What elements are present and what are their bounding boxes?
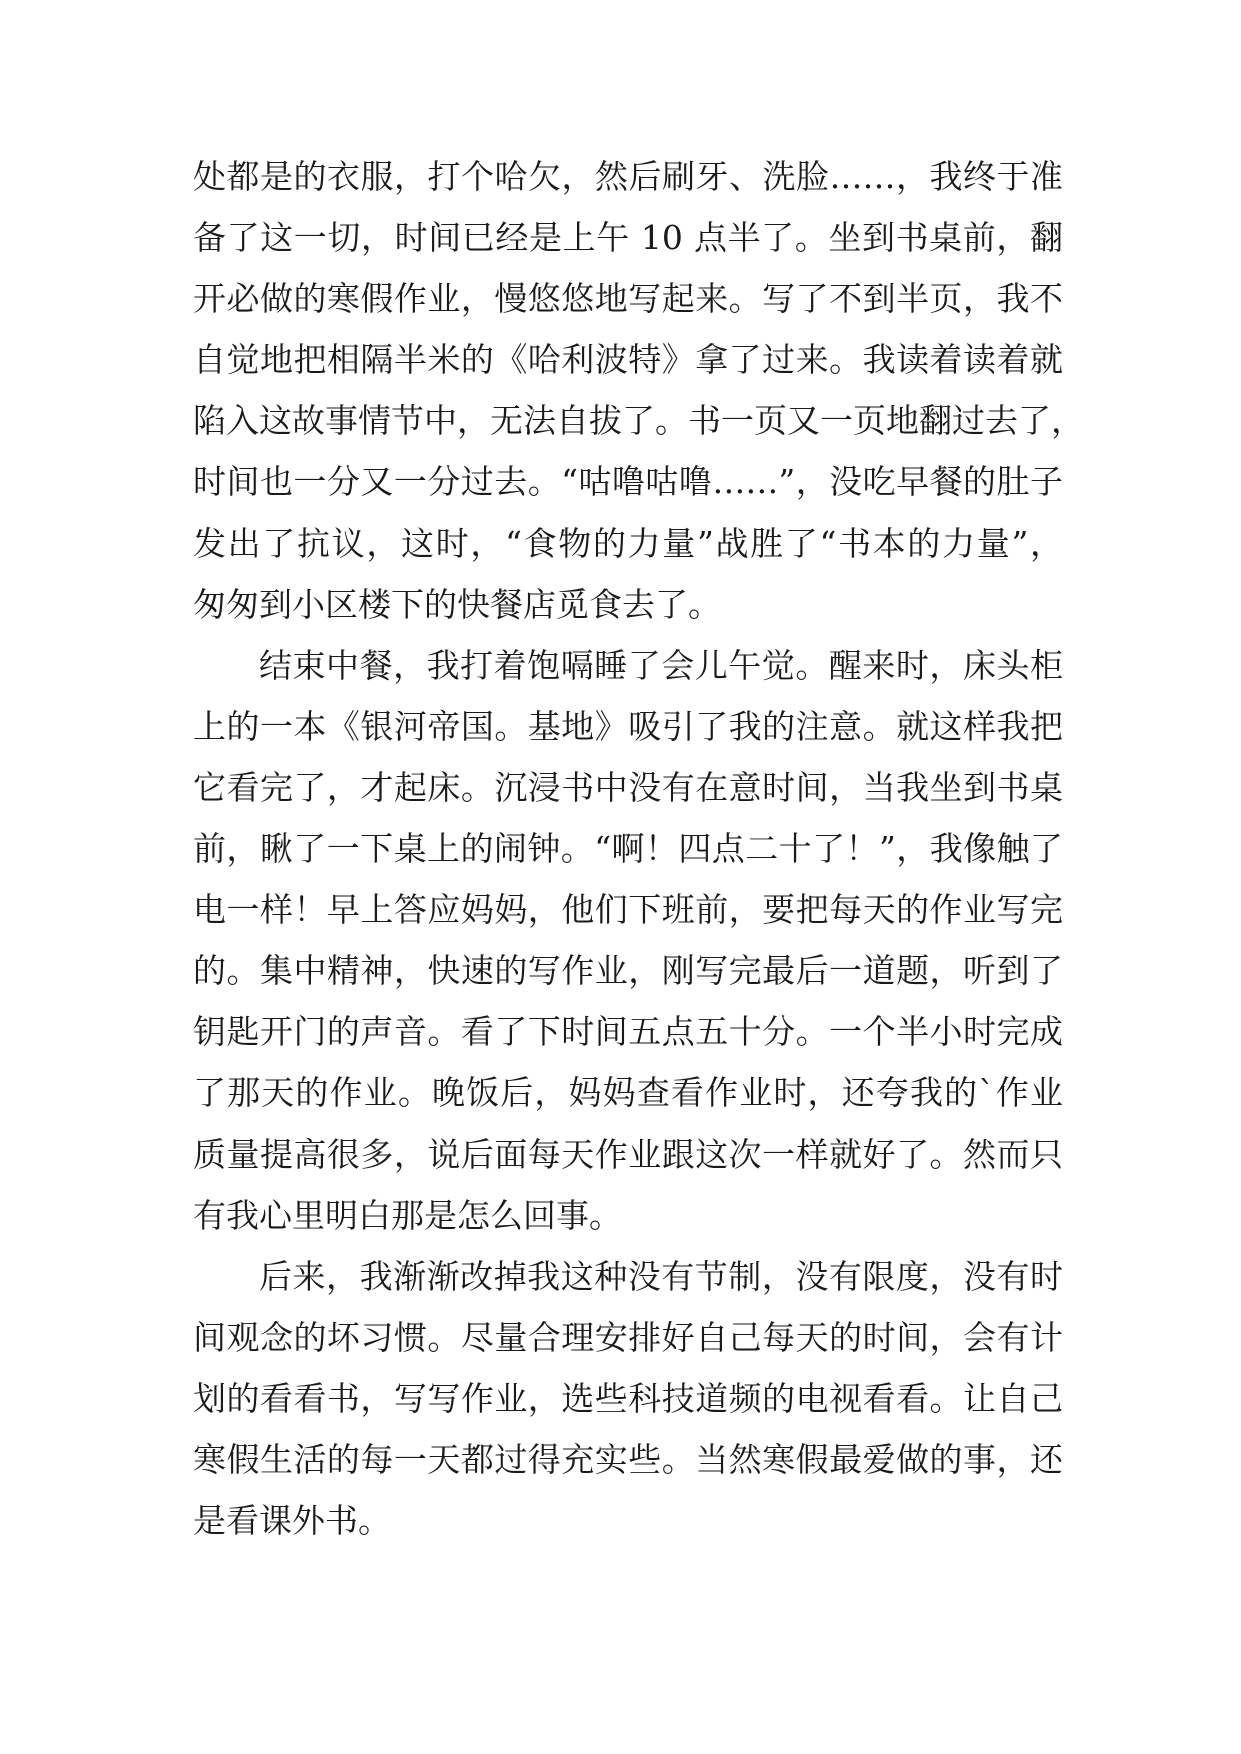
text-line: 结束中餐，我打着饱嗝睡了会儿午觉。醒来时，床头柜 [259,645,1063,685]
text-line: 后来，我渐渐改掉我这种没有节制，没有限度，没有时 [259,1256,1063,1296]
text-line: 备了这一切，时间已经是上午 10 点半了。坐到书桌前，翻 [193,218,1063,258]
text-line: 是看课外书。 [193,1501,391,1541]
text-line: 开必做的寒假作业，慢悠悠地写起来。写了不到半页，我不 [193,279,1063,319]
text-line: 电一样！早上答应妈妈，他们下班前，要把每天的作业写完 [193,890,1063,930]
text-line: 质量提高很多，说后面每天作业跟这次一样就好了。然而只 [193,1134,1063,1174]
text-line: 有我心里明白那是怎么回事。 [193,1195,622,1235]
text-line: 前，瞅了一下桌上的闹钟。“啊！四点二十了！”，我像触了 [193,829,1063,869]
text-line: 的。集中精神，快速的写作业，刚写完最后一道题，听到了 [193,951,1063,991]
text-line: 上的一本《银河帝国。基地》吸引了我的注意。就这样我把 [193,706,1063,746]
text-line: 匆匆到小区楼下的快餐店觅食去了。 [193,584,721,624]
text-line: 寒假生活的每一天都过得充实些。当然寒假最爱做的事，还 [193,1439,1063,1479]
text-line: 陷入这故事情节中，无法自拔了。书一页又一页地翻过去了， [193,401,1084,441]
text-line: 间观念的坏习惯。尽量合理安排好自己每天的时间，会有计 [193,1317,1063,1357]
text-line: 划的看看书，写写作业，选些科技道频的电视看看。让自己 [193,1378,1063,1418]
body-text [193,157,1084,1565]
text-line: 处都是的衣服，打个哈欠，然后刷牙、洗脸……，我终于准 [193,157,1063,196]
text-line: 自觉地把相隔半米的《哈利波特》拿了过来。我读着读着就 [193,340,1063,380]
text-line: 时间也一分又一分过去。“咕噜咕噜……”，没吃早餐的肚子 [193,462,1063,502]
text-line: 它看完了，才起床。沉浸书中没有在意时间，当我坐到书桌 [193,767,1063,807]
text-line: 钥匙开门的声音。看了下时间五点五十分。一个半小时完成 [193,1012,1063,1052]
text-line: 发出了抗议，这时，“食物的力量”战胜了“书本的力量”， [193,523,1063,563]
text-line: 了那天的作业。晚饭后，妈妈查看作业时，还夸我的`作业 [193,1073,1063,1113]
